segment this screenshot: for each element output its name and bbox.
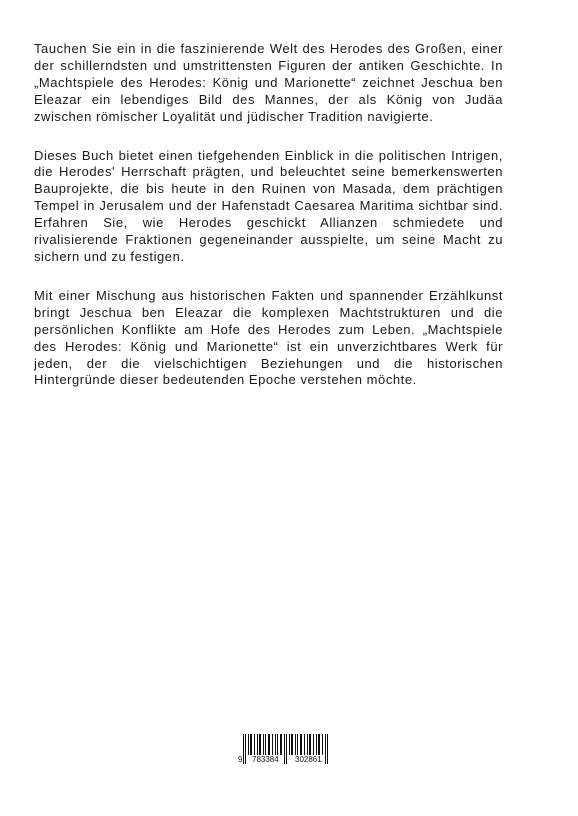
barcode-bar: [263, 734, 264, 755]
barcode-bar: [297, 734, 298, 755]
barcode-bar: [325, 734, 326, 764]
blurb-paragraph-2: Dieses Buch bietet einen tiefgehenden Einblick in die politischen Intrigen, die Herodes' Herrschaft prägten, und beleuchtet seine bemerkenswerten Bauprojekte, die bis heute in den Ruinen von Masada, dem prächtigen Tempel in Jerusalem und der Hafenstadt Caesarea Maritima sichtbar sind. Erfahren Sie, wie Herodes geschickt Allianzen schmiedete und rivalisierende Fraktionen gegeneinander ausspielte, um seine Macht zu sichern und zu festigen.: [34, 147, 503, 264]
blurb-paragraph-1: Tauchen Sie ein in die faszinierende Welt des Herodes des Großen, einer der schillerndsten und umstrittensten Figuren der antiken Geschichte. In „Machtspiele des Herodes: König und Marionette“ zeichnet Jeschua ben Eleazar ein lebendiges Bild des Mannes, der als König von Judäa zwischen römischer Loyalität und jüdischer Tradition navigierte.: [34, 41, 503, 124]
barcode-bar: [272, 734, 273, 755]
barcode-bar: [304, 734, 305, 755]
barcode-bar: [257, 734, 258, 755]
barcode-bar: [286, 734, 287, 764]
barcode-right-digits: 302861: [295, 755, 322, 764]
barcode-bar: [322, 734, 323, 755]
barcode-bar: [295, 734, 296, 755]
blurb-paragraph-3: Mit einer Mischung aus historischen Fakten und spannender Erzählkunst bringt Jeschua ben Eleazar die komplexen Machtstrukturen und die persönlichen Konflikte am Hofe des Herodes zum Leben. „Machtspiele des Herodes: König und Marionette“ ist ein unverzichtbares Werk für jeden, der die vielschichtigen Beziehungen und die historischen Hintergründe dieser bedeutenden Epoche verstehen möchte.: [34, 287, 503, 388]
barcode-bar: [275, 734, 276, 755]
barcode-lead-digit: 9: [238, 755, 243, 764]
barcode-bar: [291, 734, 293, 755]
barcode-bar: [254, 734, 255, 755]
barcode-bar: [327, 734, 328, 764]
isbn-barcode: [235, 734, 335, 774]
barcode-bar: [307, 734, 308, 755]
barcode-bar: [248, 734, 249, 755]
blurb-text: [34, 41, 503, 411]
barcode-bar: [245, 734, 246, 764]
barcode-bar: [259, 734, 261, 755]
barcode-bar: [250, 734, 252, 755]
barcode-bar: [284, 734, 285, 764]
barcode-bar: [300, 734, 302, 755]
barcode-bar: [309, 734, 311, 755]
barcode-left-digits: 783384: [252, 755, 279, 764]
barcode-bar: [277, 734, 278, 755]
barcode-bar: [265, 734, 266, 755]
barcode-bar: [313, 734, 314, 755]
barcode-bar: [280, 734, 282, 755]
barcode-bar: [243, 734, 244, 764]
barcode-bar: [318, 734, 320, 755]
barcode-bar: [316, 734, 317, 755]
barcode-bar: [289, 734, 290, 755]
barcode-bar: [268, 734, 270, 755]
